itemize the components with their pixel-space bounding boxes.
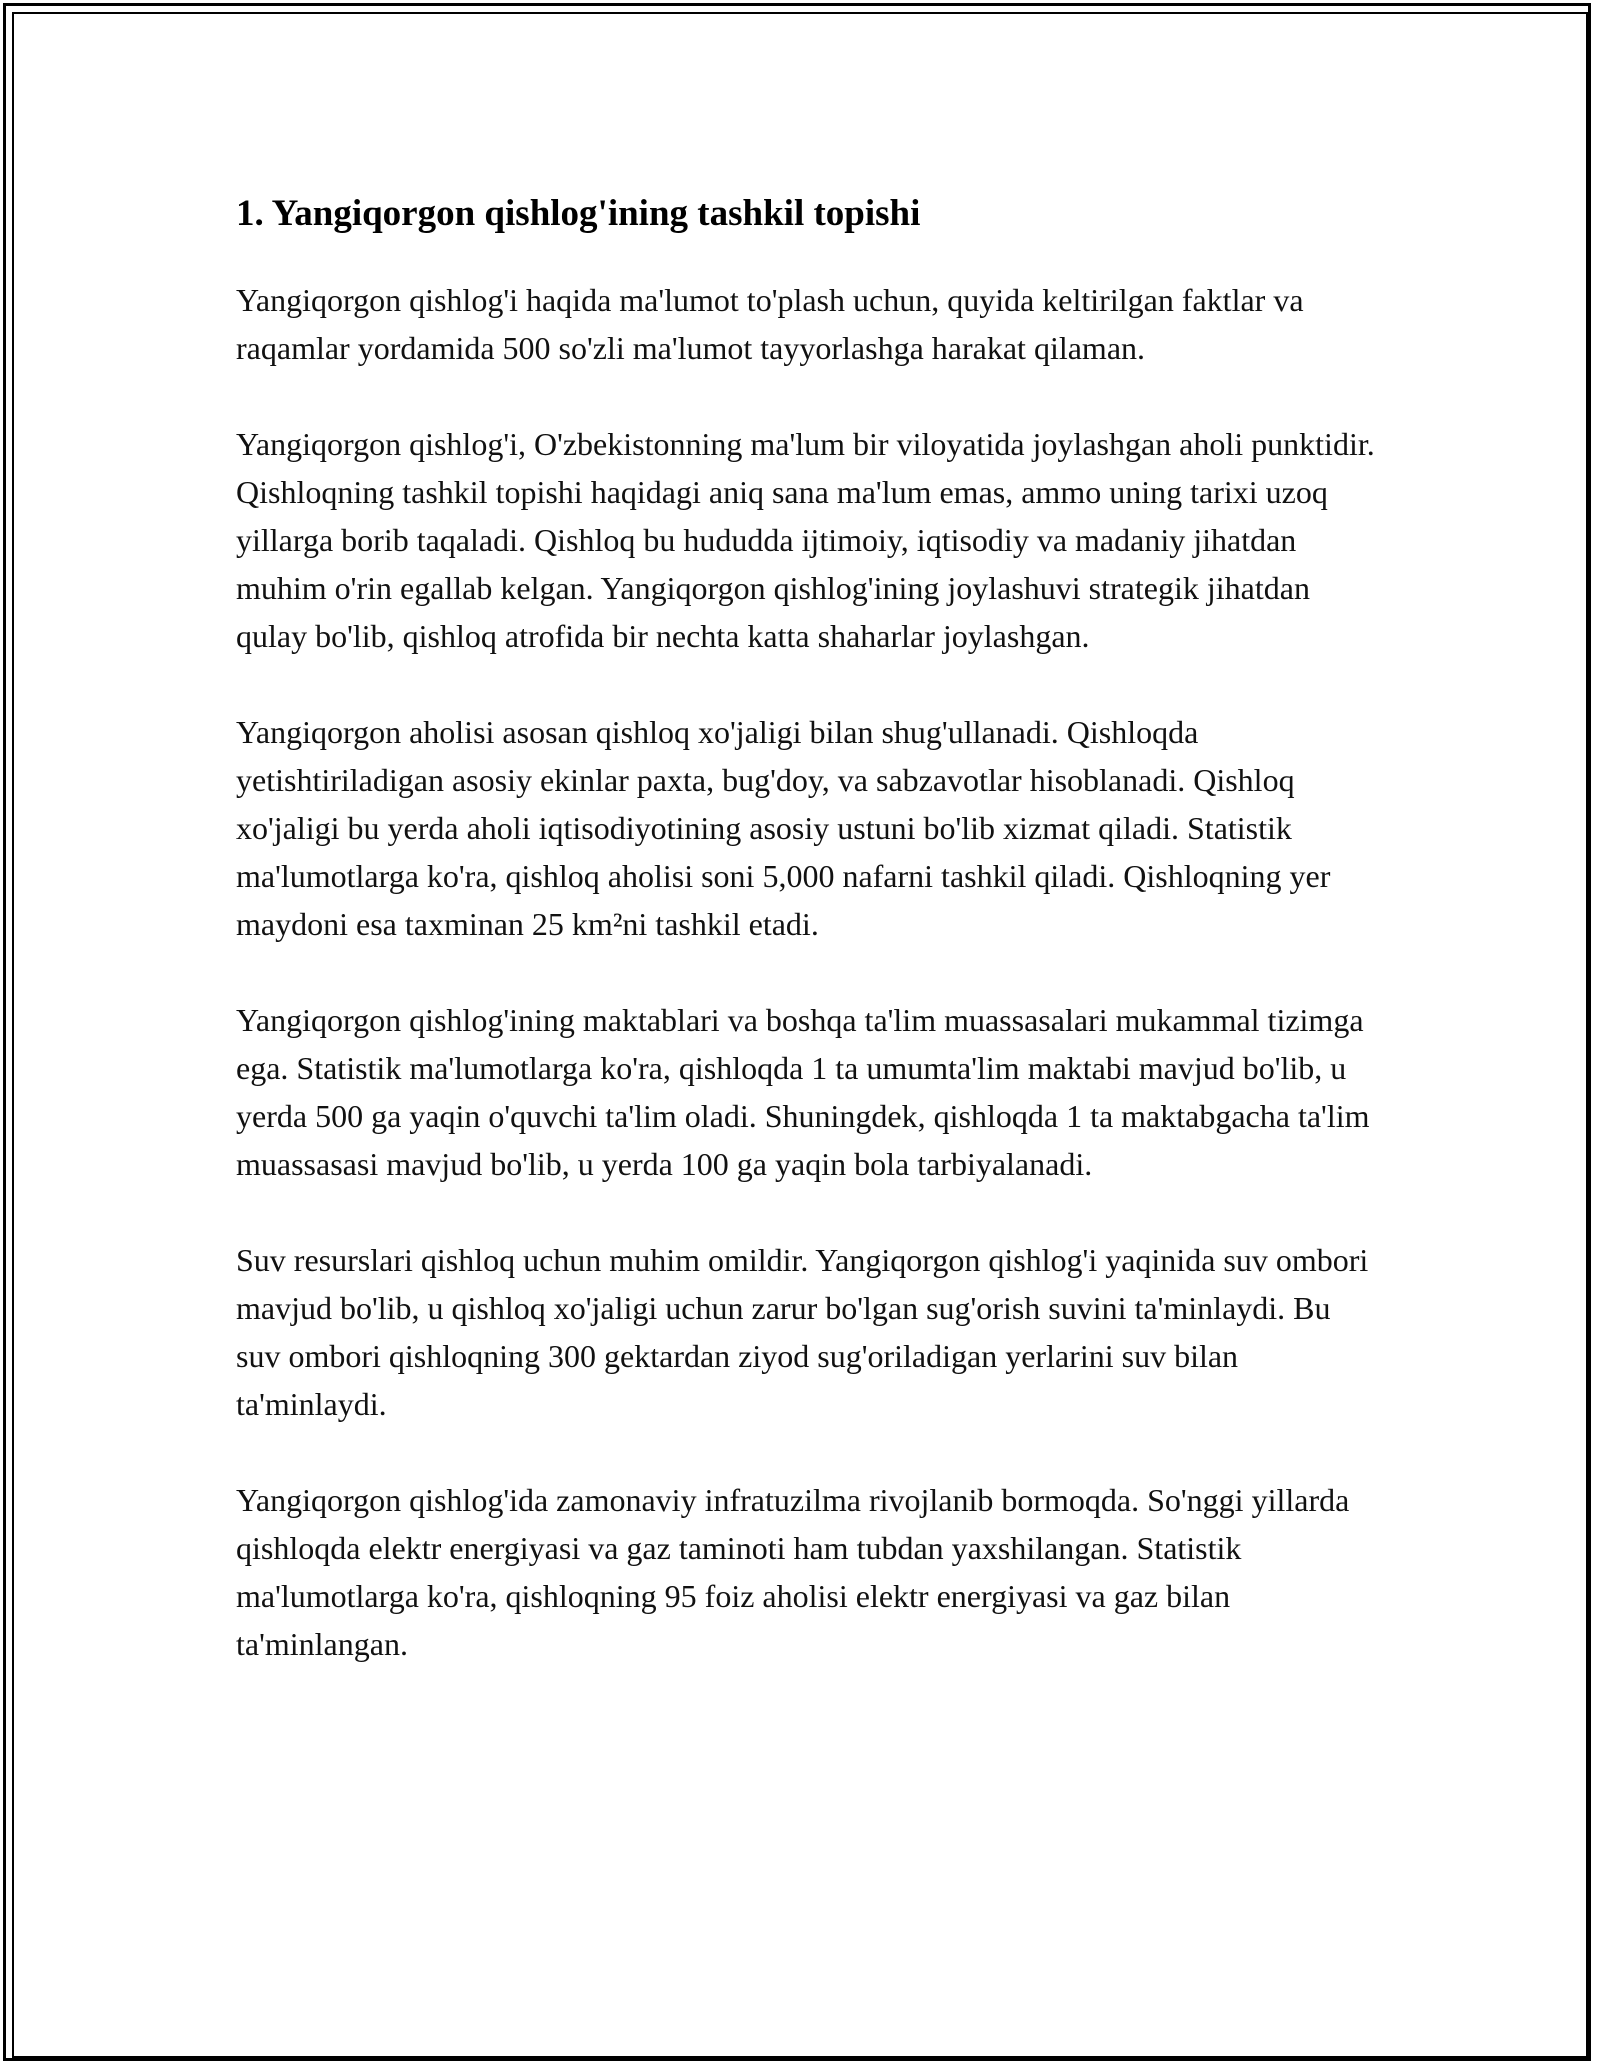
section-heading: 1. Yangiqorgon qishlog'ining tashkil topishi — [236, 193, 921, 234]
paragraph-water-resources: Suv resurslari qishloq uchun muhim omildir. Yangiqorgon qishlog'i yaqinida suv ombori mavjud bo'lib, u qishloq xo'jaligi uchun zarur bo'lgan sug'orish suvini ta'minlaydi. Bu suv ombori qishloqning 300 gektardan ziyod sug'oriladigan yerlarini suv bilan ta'minlaydi. — [236, 1242, 1369, 1422]
paragraph-agriculture: Yangiqorgon aholisi asosan qishloq xo'jaligi bilan shug'ullanadi. Qishloqda yetishtiriladigan asosiy ekinlar paxta, bug'doy, va sabzavotlar hisoblanadi. Qishloq xo'jaligi bu yerda aholi iqtisodiyotining asosiy ustuni bo'lib xizmat qiladi. Statistik ma'lumotlarga ko'ra, qishloq aholisi soni 5,000 nafarni tashkil qiladi. Qishloqning yer maydoni esa taxminan 25 km²ni tashkil etadi. — [236, 714, 1331, 942]
document-body — [236, 186, 1376, 1716]
paragraph-education: Yangiqorgon qishlog'ining maktablari va boshqa ta'lim muassasalari mukammal tizimga ega. Statistik ma'lumotlarga ko'ra, qishloqda 1 ta umumta'lim maktabi mavjud bo'lib, u yerda 500 ga yaqin o'quvchi ta'lim oladi. Shuningdek, qishloqda 1 ta maktabgacha ta'lim muassasasi mavjud bo'lib, u yerda 100 ga yaqin bola tarbiyalanadi. — [236, 1002, 1370, 1182]
paragraph-infrastructure: Yangiqorgon qishlog'ida zamonaviy infratuzilma rivojlanib bormoqda. So'nggi yillarda qishloqda elektr energiyasi va gaz taminoti ham tubdan yaxshilangan. Statistik ma'lumotlarga ko'ra, qishloqning 95 foiz aholisi elektr energiyasi va gaz bilan ta'minlangan. — [236, 1482, 1350, 1662]
paragraph-intro: Yangiqorgon qishlog'i haqida ma'lumot to'plash uchun, quyida keltirilgan faktlar va raqamlar yordamida 500 so'zli ma'lumot tayyorlashga harakat qilaman. — [236, 282, 1304, 366]
paragraph-location: Yangiqorgon qishlog'i, O'zbekistonning ma'lum bir viloyatida joylashgan aholi punktidir. Qishloqning tashkil topishi haqidagi aniq sana ma'lum emas, ammo uning tarixi uzoq yillarga borib taqaladi. Qishloq bu hududda ijtimoiy, iqtisodiy va madaniy jihatdan muhim o'rin egallab kelgan. Yangiqorgon qishlog'ining joylashuvi strategik jihatdan qulay bo'lib, qishloq atrofida bir nechta katta shaharlar joylashgan. — [236, 426, 1375, 654]
